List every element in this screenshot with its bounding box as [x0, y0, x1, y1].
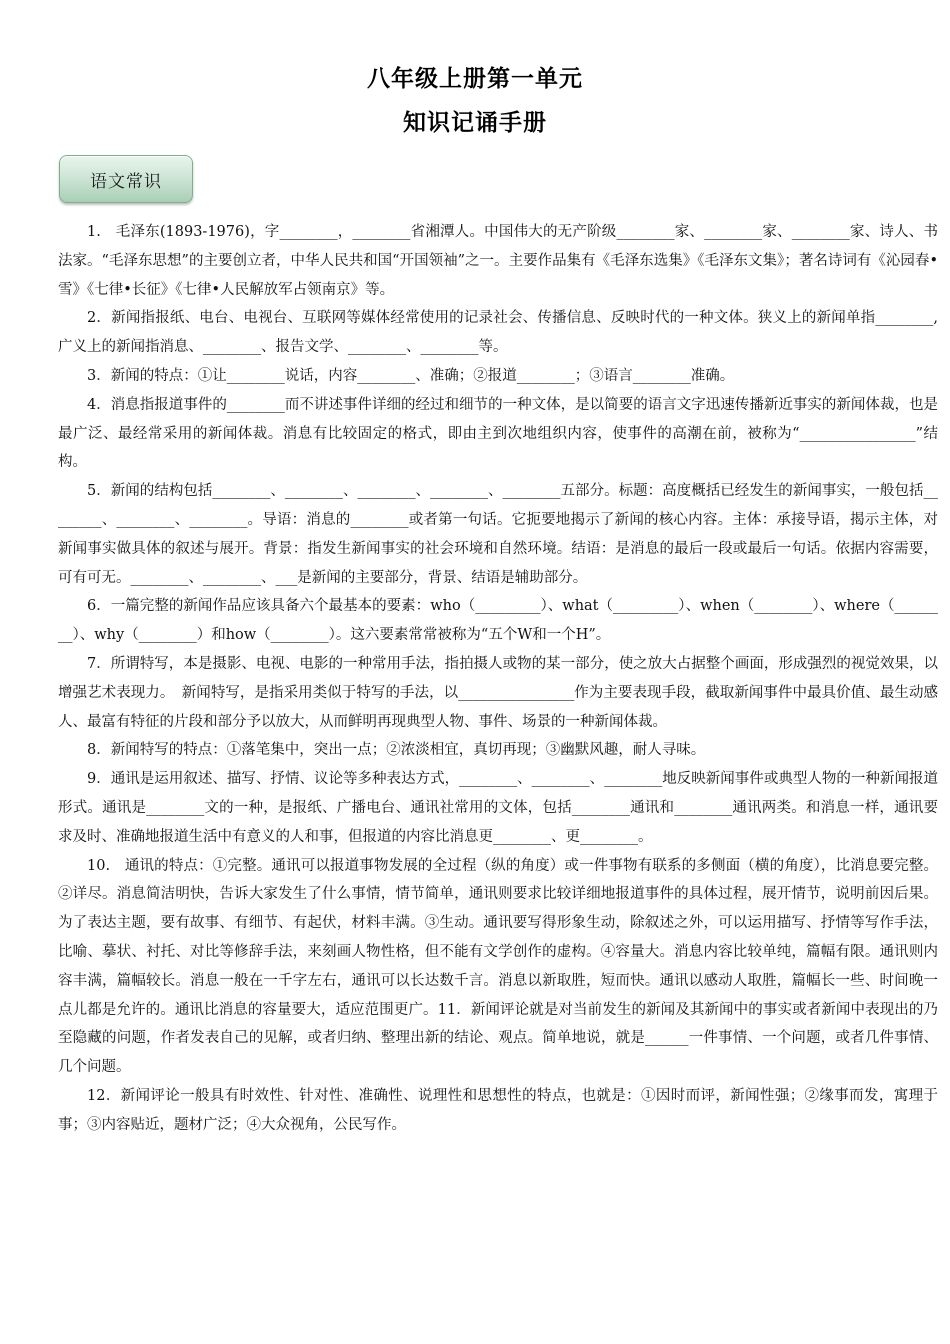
document-body	[58, 218, 938, 1140]
document-subtitle: 知识记诵手册	[403, 110, 547, 136]
document-title: 八年级上册第一单元	[367, 66, 583, 92]
paragraph-2: 2．新闻指报纸、电台、电视台、互联网等媒体经常使用的记录社会、传播信息、反映时代的一种文体。狭义上的新闻单指________,广义上的新闻指消息、________、报告文学、________、________等。	[58, 310, 938, 356]
paragraph-4: 4．消息指报道事件的________而不讲述事件详细的经过和细节的一种文体，是以简要的语言文字迅速传播新近事实的新闻体裁，也是最广泛、最经常采用的新闻体裁。消息有比较固定的格式，即由主到次地组织内容，使事件的高潮在前，被称为“________________”结构。	[58, 396, 938, 471]
paragraph-5: 5．新闻的结构包括________、________、________、________、________五部分。标题：高度概括已经发生的新闻事实，一般包括________、________、________。导语：消息的________或者第一句话。它扼要地揭示了新闻的核心内容。主体：承接导语，揭示主体，对新闻事实做具体的叙述与展开。背景：指发生新闻事实的社会环境和自然环境。结语：是消息的最后一段或最后一句话。依据内容需要，可有可无。________、________、___是新闻的主要部分，背景、结语是辅助部分。	[58, 483, 938, 586]
paragraph-9: 9．通讯是运用叙述、描写、抒情、议论等多种表达方式，________、________、________地反映新闻事件或典型人物的一种新闻报道形式。通讯是________文的一种，是报纸、广播电台、通讯社常用的文体，包括________通讯和________通讯两类。和消息一样，通讯要求及时、准确地报道生活中有意义的人和事，但报道的内容比消息更________、更________。	[58, 771, 938, 845]
paragraph-7: 7．所谓特写，本是摄影、电视、电影的一种常用手法，指拍摄人或物的某一部分，使之放大占据整个画面，形成强烈的视觉效果，以增强艺术表现力。 新闻特写，是指采用类似于特写的手法，以________________作为主要表现手段，截取新闻事件中最具价值、最生动感人、最富有特征的片段和部分予以放大，从而鲜明再现典型人物、事件、场景的一种新闻体裁。	[58, 655, 938, 730]
paragraph-12: 12．新闻评论一般具有时效性、针对性、准确性、说理性和思想性的特点，也就是：①因时而评，新闻性强；②缘事而发，寓理于事；③内容贴近，题材广泛；④大众视角，公民写作。	[58, 1087, 938, 1133]
paragraph-1: 1. 毛泽东(1893-1976)，字________，________省湘潭人。中国伟大的无产阶级________家、________家、________家、诗人、书法家。“毛泽东思想”的主要创立者，中华人民共和国“开国领袖”之一。主要作品集有《毛泽东选集》《毛泽东文集》；著名诗词有《沁园春•雪》《七律•长征》《七律•人民解放军占领南京》等。	[58, 224, 938, 298]
section-badge-label: 语文常识	[90, 171, 162, 192]
paragraph-3: 3．新闻的特点：①让________说话，内容________、准确；②报道________；③语言________准确。	[87, 367, 735, 384]
paragraph-8: 8．新闻特写的特点：①落笔集中，突出一点；②浓淡相宜，真切再现；③幽默风趣，耐人寻味。	[87, 742, 706, 759]
section-badge	[59, 155, 193, 203]
paragraph-6: 6．一篇完整的新闻作品应该具备六个最基本的要素：who（_________）、what（_________）、when（________）、where（________）、why（________）和how（________）。这六要素常常被称为“五个W和一个H”。	[58, 598, 938, 644]
paragraph-10: 10. 通讯的特点：①完整。通讯可以报道事物发展的全过程（纵的角度）或一件事物有联系的多侧面（横的角度），比消息要完整。②详尽。消息简洁明快，告诉大家发生了什么事情，情节简单，通讯则要求比较详细地报道事件的具体过程，展开情节，说明前因后果。为了表达主题，要有故事、有细节、有起伏，材料丰满。③生动。通讯要写得形象生动，除叙述之外，可以运用描写、抒情等写作手法，比喻、摹状、衬托、对比等修辞手法，来刻画人物性格，但不能有文学创作的虚构。④容量大。消息内容比较单纯，篇幅有限。通讯则内容丰满，篇幅较长。消息一般在一千字左右，通讯可以长达数千言。消息以新取胜，短而快。通讯以感动人取胜，篇幅长一些、时间晚一点儿都是允许的。通讯比消息的容量要大，适应范围更广。11．新闻评论就是对当前发生的新闻及其新闻中的事实或者新闻中表现出的乃至隐藏的问题，作者发表自己的见解，或者归纳、整理出新的结论、观点。简单地说，就是______一件事情、一个问题，或者几件事情、几个问题。	[58, 857, 938, 1076]
